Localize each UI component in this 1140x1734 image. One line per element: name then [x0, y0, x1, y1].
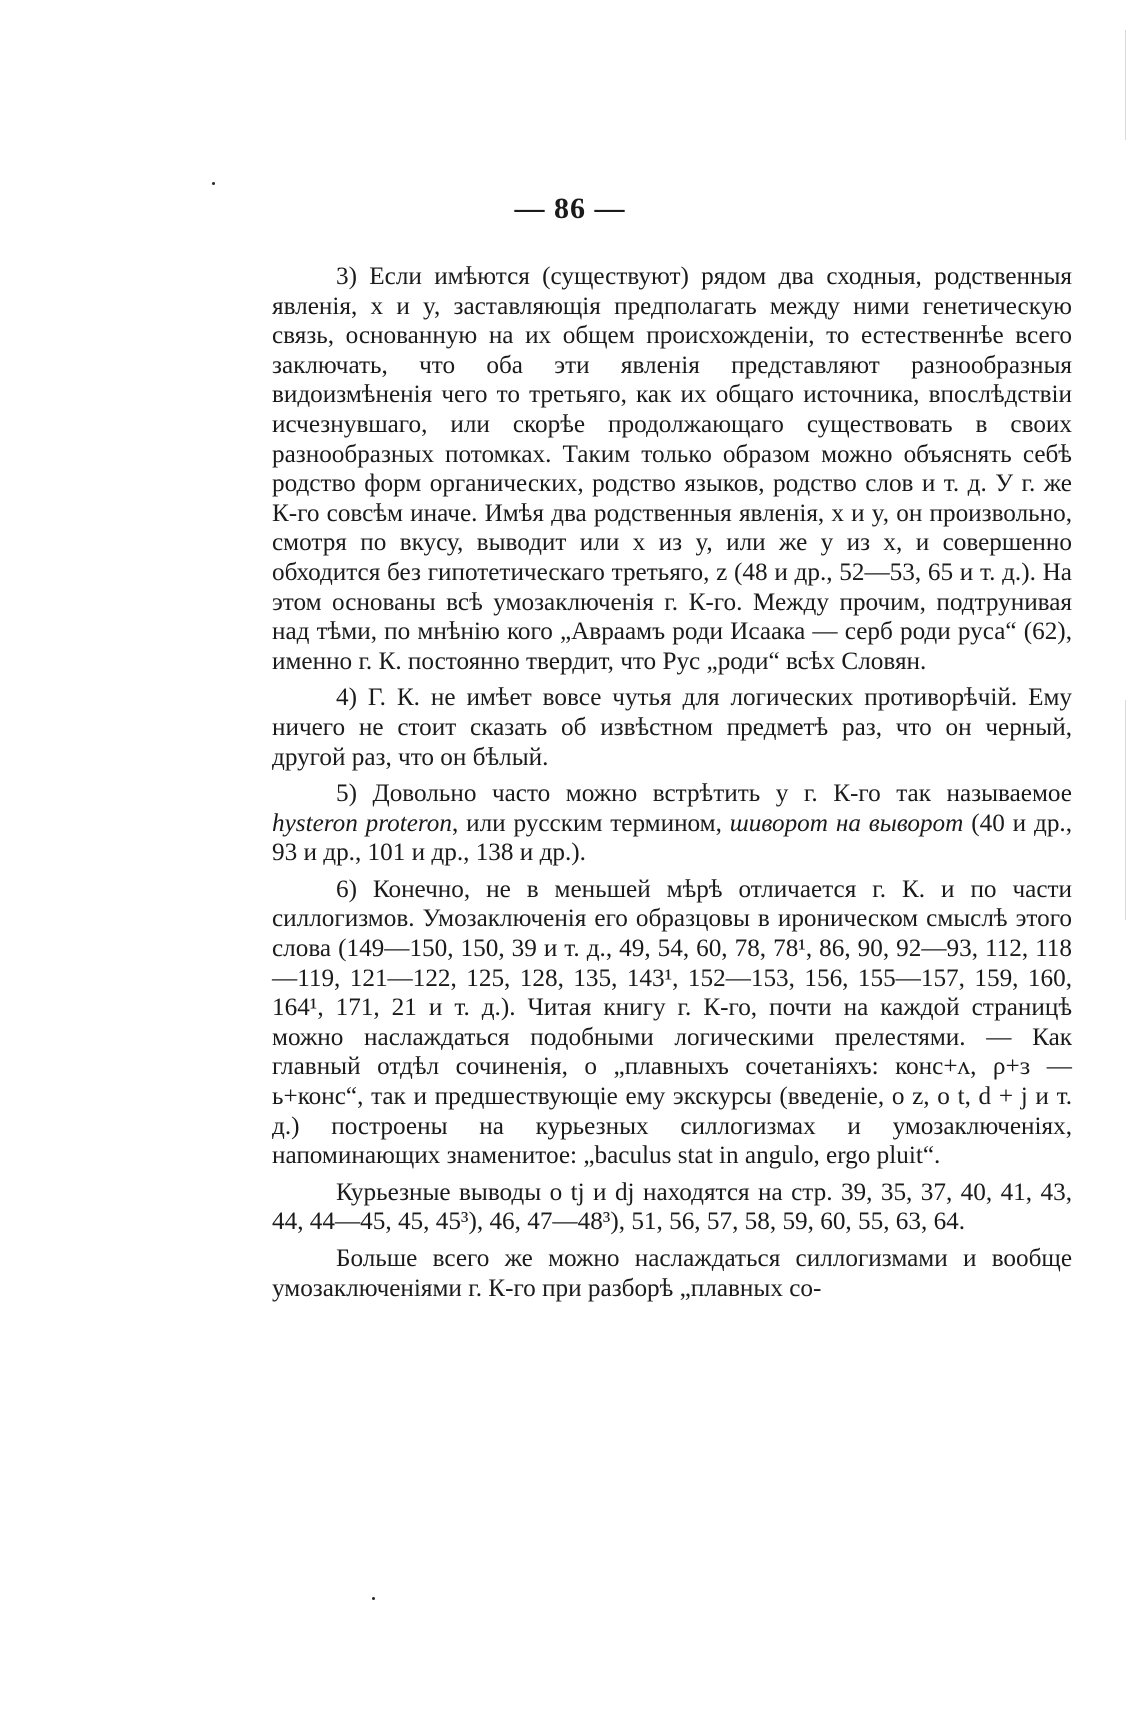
latin-term: hysteron proteron [272, 809, 452, 837]
paragraph-4: 4) Г. К. не имѣет вовсе чутья для логических противорѣчій. Ему ничего не стоит сказать об извѣстном предметѣ раз, что он черный, другой раз, что он бѣлый. [272, 684, 1072, 771]
paragraph-5 [272, 779, 1072, 868]
scan-edge-line [1125, 700, 1126, 920]
paragraph-3: 3) Если имѣются (существуют) рядом два сходныя, родственныя явленія, x и y, заставляющія предполагать между ними генетическую связь, основанную на их общем происхожденіи, то естественнѣе всего заключать, что оба эти явленія представляют разнообразныя видоизмѣненія чего то третьяго, как их общаго источника, впослѣдствіи исчезнувшаго, или скорѣе продолжающаго существовать в своих разнообразных потомках. Таким только образом можно объяснять себѣ родство форм органических, родство языков, родство слов и т. д. У г. же К-го совсѣм иначе. Имѣя два родственныя явленія, x и y, он произвольно, смотря по вкусу, выводит или x из y, или же y из x, и совершенно обходится без гипотетическаго третьяго, z (48 и др., 52—53, 65 и т. д.). На этом основаны всѣ умозаключенія г. К-го. Между прочим, подтрунивая над тѣми, по мнѣнію кого „Авраамъ роди Исаака — серб роди руса“ (62), именно г. К. постоянно твердит, что Рус „роди“ всѣх Словян. [272, 263, 1072, 675]
paragraph-5-start: 5) Довольно часто можно встрѣтить у г. К-го так называемое [336, 780, 1072, 808]
paragraph-6: 6) Конечно, не в меньшей мѣрѣ отличается г. К. и по части силлогизмов. Умозаключенія его образцовы в ироническом смыслѣ этого слова (149—150, 150, 39 и т. д., 49, 54, 60, 78, 78¹, 86, 90, 92—93, 112, 118—119, 121—122, 125, 128, 135, 143¹, 152—153, 156, 155—157, 159, 160, 164¹, 171, 21 и т. д.). Читая книгу г. К-го, почти на каждой страницѣ можно наслаждаться подобными логическими прелестями. — Как главный отдѣл сочиненія, о „плавныхъ сочетаніяхъ: конс+ʌ, ρ+ɜ — ь+конс“, так и предшествующіе ему экскурсы (введеніе, о z, о t, d + j и т. д.) построены на курьезных силлогизмах и умозаключеніях, напоминающих знаменитое: „baculus stat in angulo, ergo pluit“. [272, 875, 1072, 1170]
paragraph-8: Больше всего же можно наслаждаться силлогизмами и вообще умозаключеніями г. К-го при разборѣ „плавных со- [272, 1245, 1072, 1302]
scan-speck [212, 182, 215, 185]
scan-edge-line [1125, 30, 1126, 140]
page-number: — 86 — [514, 192, 626, 225]
body-text [272, 262, 1072, 1310]
paragraph-5-end: (40 и др., 93 и др., 101 и др., 138 и др.). [272, 809, 1073, 867]
paragraph-5-middle: , или русским термином, [451, 809, 730, 837]
russian-term: шиворот на выворот [729, 809, 964, 837]
scan-speck [372, 1597, 375, 1600]
paragraph-7: Курьезные выводы о tj и dj находятся на стр. 39, 35, 37, 40, 41, 43, 44, 44—45, 45, 45³), 46, 47—48³), 51, 56, 57, 58, 59, 60, 55, 63, 64. [272, 1178, 1072, 1236]
